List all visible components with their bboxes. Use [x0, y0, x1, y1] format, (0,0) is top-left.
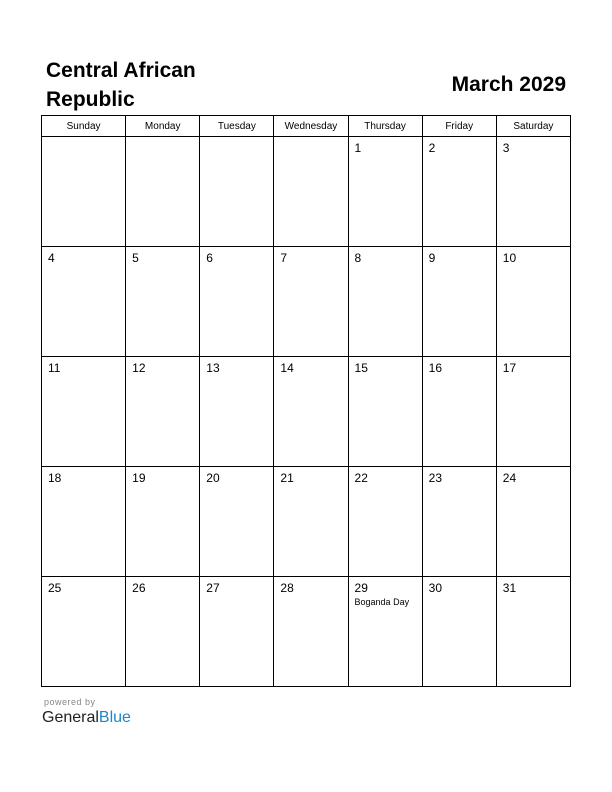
day-number: 1 — [354, 141, 362, 155]
day-number: 17 — [502, 361, 517, 375]
day-cell — [348, 467, 422, 577]
day-number: 7 — [280, 251, 288, 265]
powered-by-text: powered by — [44, 697, 96, 707]
weekday-thursday: Thursday — [348, 116, 422, 137]
brand-blue-text: Blue — [98, 709, 131, 726]
day-number: 13 — [206, 361, 220, 375]
weekday-tuesday: Tuesday — [200, 116, 274, 137]
week-row — [42, 357, 571, 467]
day-cell — [126, 577, 200, 687]
country-title: Central African Republic — [46, 59, 196, 111]
weekday-wednesday: Wednesday — [274, 116, 348, 137]
day-cell — [126, 357, 200, 467]
day-cell — [496, 357, 570, 467]
day-number: 2 — [428, 141, 436, 155]
day-cell — [200, 467, 274, 577]
day-number: 14 — [280, 361, 294, 375]
day-number: 10 — [502, 251, 517, 265]
day-cell — [274, 137, 348, 247]
day-cell — [496, 137, 570, 247]
day-cell — [496, 467, 570, 577]
day-number: 5 — [132, 251, 139, 265]
day-number: 23 — [428, 471, 443, 485]
day-number: 18 — [48, 471, 62, 485]
day-cell — [348, 357, 422, 467]
day-cell — [126, 247, 200, 357]
day-number: 30 — [428, 581, 443, 595]
day-number: 31 — [502, 581, 517, 595]
day-number: 28 — [280, 581, 294, 595]
day-cell — [200, 357, 274, 467]
day-number: 6 — [206, 251, 213, 265]
week-row — [42, 247, 571, 357]
day-cell — [42, 577, 126, 687]
footer-branding — [42, 697, 131, 728]
weekday-monday: Monday — [126, 116, 200, 137]
day-number: 3 — [502, 141, 510, 155]
day-number: 27 — [206, 581, 220, 595]
week-row — [42, 467, 571, 577]
day-cell — [348, 577, 422, 687]
day-cell — [422, 357, 496, 467]
day-cell — [42, 357, 126, 467]
day-cell — [200, 577, 274, 687]
day-cell — [126, 137, 200, 247]
month-year-title: March 2029 — [451, 73, 566, 96]
day-cell — [274, 357, 348, 467]
week-row — [42, 137, 571, 247]
weekday-friday: Friday — [422, 116, 496, 137]
day-number: 11 — [48, 361, 61, 375]
day-cell — [422, 247, 496, 357]
day-cell — [422, 577, 496, 687]
day-cell — [348, 137, 422, 247]
day-cell — [496, 247, 570, 357]
day-cell — [42, 467, 126, 577]
day-cell — [200, 137, 274, 247]
weekday-header-row — [42, 116, 571, 137]
day-number: 8 — [354, 251, 362, 265]
day-cell — [422, 137, 496, 247]
day-cell — [496, 577, 570, 687]
day-number: 20 — [206, 471, 220, 485]
day-number: 19 — [132, 471, 146, 485]
week-row — [42, 577, 571, 687]
weekday-sunday: Sunday — [42, 116, 126, 137]
day-number: 15 — [354, 361, 368, 375]
day-cell — [348, 247, 422, 357]
day-cell — [274, 577, 348, 687]
day-number: 26 — [132, 581, 146, 595]
day-cell — [126, 467, 200, 577]
day-number: 22 — [354, 471, 368, 485]
day-number: 9 — [428, 251, 436, 265]
calendar-grid — [41, 115, 571, 687]
holiday-label: Boganda Day — [354, 597, 410, 607]
day-number: 24 — [502, 471, 517, 485]
day-number: 25 — [48, 581, 62, 595]
day-cell — [42, 247, 126, 357]
day-number: 12 — [132, 361, 146, 375]
day-number: 29 — [354, 581, 368, 595]
day-number: 4 — [48, 251, 55, 265]
day-cell — [274, 467, 348, 577]
day-cell — [200, 247, 274, 357]
day-number: 16 — [428, 361, 443, 375]
weekday-saturday: Saturday — [496, 116, 570, 137]
day-cell — [422, 467, 496, 577]
day-cell — [42, 137, 126, 247]
day-cell — [274, 247, 348, 357]
day-number: 21 — [280, 471, 294, 485]
brand-logo — [42, 708, 131, 728]
brand-general-text: General — [42, 709, 99, 726]
